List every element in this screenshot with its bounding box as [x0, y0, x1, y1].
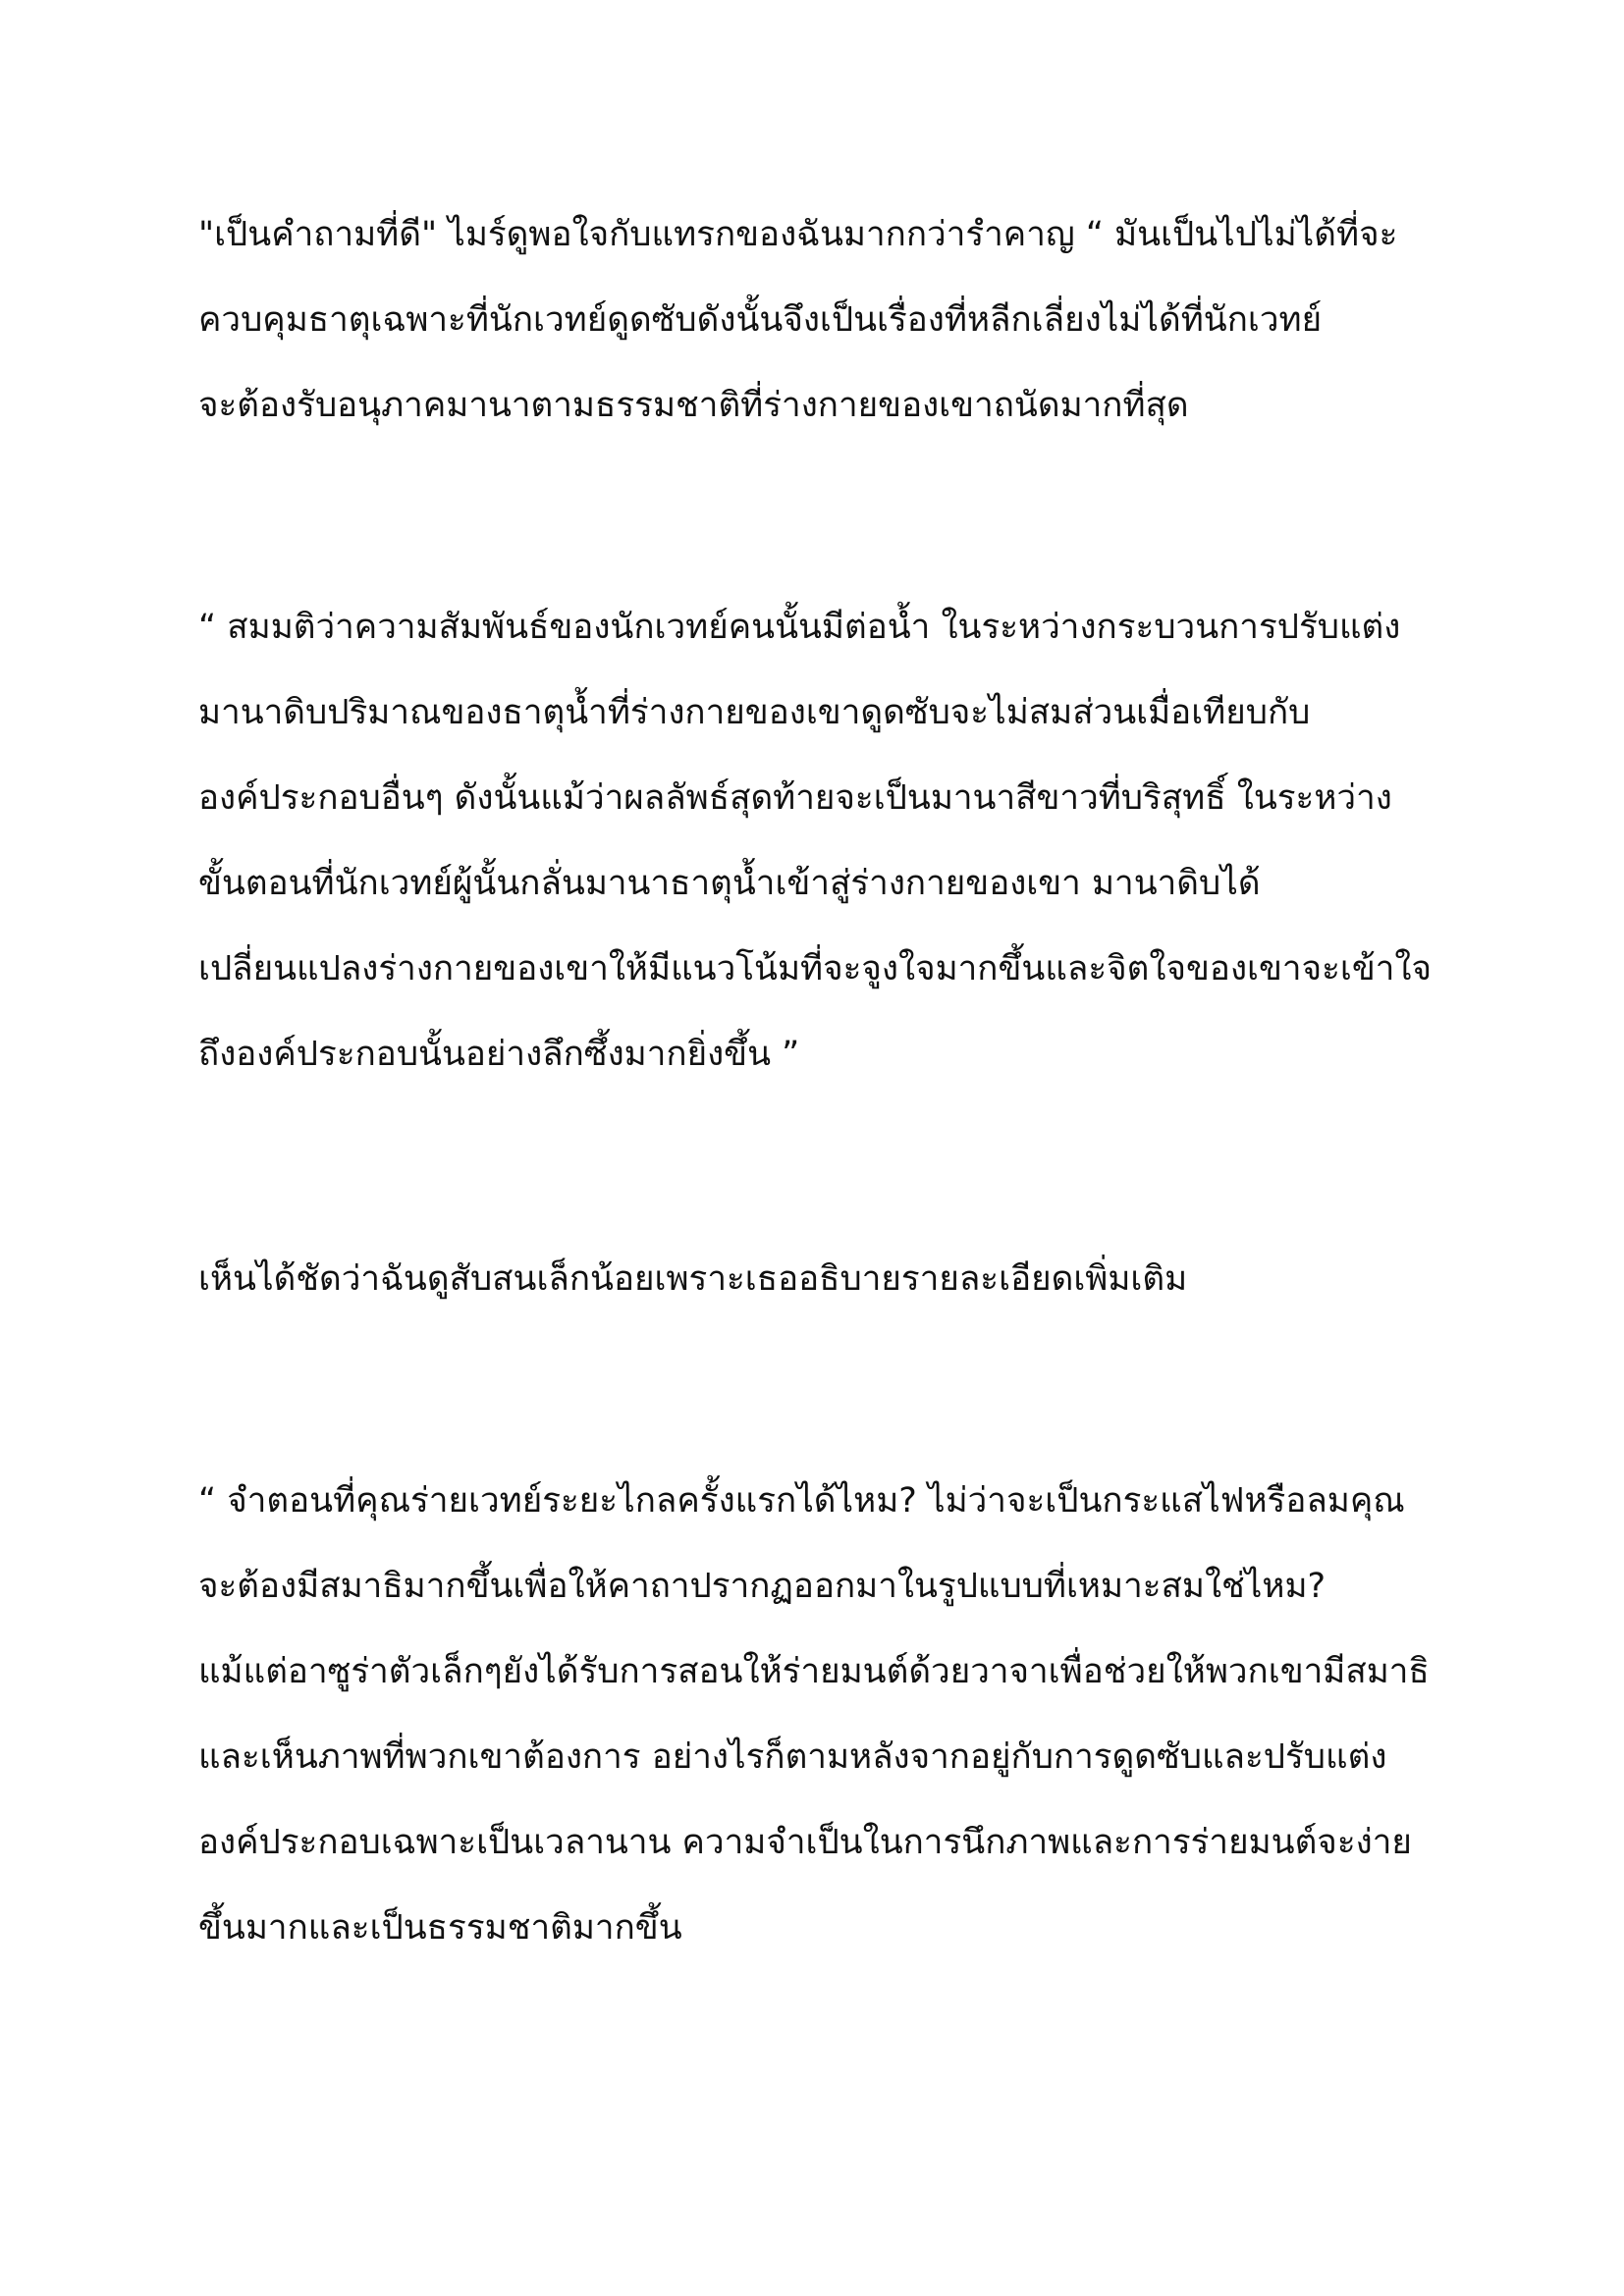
paragraph-line: เปลี่ยนแปลงร่างกายของเขาให้มีแนวโน้มที่จะจูงใจมากขึ้นและจิตใจของเขาจะเข้าใจ [198, 949, 1433, 988]
paragraph-line: องค์ประกอบอื่นๆ ดังนั้นแม้ว่าผลลัพธ์สุดท้ายจะเป็นมานาสีขาวที่บริสุทธิ์ ในระหว่าง [198, 778, 1392, 818]
paragraph-line: ควบคุมธาตุเฉพาะที่นักเวทย์ดูดซับดังนั้นจึงเป็นเรื่องที่หลีกเลี่ยงไม่ได้ที่นักเวทย์ [198, 300, 1323, 340]
paragraph-line: ขึ้นมากและเป็นธรรมชาติมากขึ้น [198, 1908, 682, 1948]
paragraph-line: องค์ประกอบเฉพาะเป็นเวลานาน ความจำเป็นในการนึกภาพและการร่ายมนต์จะง่าย [198, 1823, 1412, 1862]
paragraph-line: แม้แต่อาซูร่าตัวเล็กๆยังได้รับการสอนให้ร่ายมนต์ด้วยวาจาเพื่อช่วยให้พวกเขามีสมาธิ [198, 1652, 1430, 1691]
paragraph-line: จะต้องมีสมาธิมากขึ้นเพื่อให้คาถาปรากฏออกมาในรูปแบบที่เหมาะสมใช่ไหม? [198, 1567, 1326, 1606]
paragraph-line: เห็นได้ชัดว่าฉันดูสับสนเล็กน้อยเพราะเธออธิบายรายละเอียดเพิ่มเติม [198, 1259, 1188, 1299]
paragraph-line: ถึงองค์ประกอบนั้นอย่างลึกซึ้งมากยิ่งขึ้น ” [198, 1035, 800, 1074]
paragraph-line: ขั้นตอนที่นักเวทย์ผู้นั้นกลั่นมานาธาตุน้ำเข้าสู่ร่างกายของเขา มานาดิบได้ [198, 864, 1261, 903]
paragraph-line: “ จำตอนที่คุณร่ายเวทย์ระยะไกลครั้งแรกได้ไหม? ไม่ว่าจะเป็นกระแสไฟหรือลมคุณ [198, 1481, 1405, 1521]
paragraph-line: จะต้องรับอนุภาคมานาตามธรรมชาติที่ร่างกายของเขาถนัดมากที่สุด [198, 386, 1189, 425]
paragraph-line: และเห็นภาพที่พวกเขาต้องการ อย่างไรก็ตามหลังจากอยู่กับการดูดซับและปรับแต่ง [198, 1737, 1387, 1777]
paragraph-line: มานาดิบปริมาณของธาตุน้ำที่ร่างกายของเขาดูดซับจะไม่สมส่วนเมื่อเทียบกับ [198, 693, 1311, 732]
paragraph-line: "เป็นคำถามที่ดี" ไมร์ดูพอใจกับแทรกของฉันมากกว่ารำคาญ “ มันเป็นไปไม่ได้ที่จะ [198, 215, 1398, 254]
paragraph-line: “ สมมติว่าความสัมพันธ์ของนักเวทย์คนนั้นมีต่อน้ำ ในระหว่างกระบวนการปรับแต่ง [198, 608, 1401, 647]
